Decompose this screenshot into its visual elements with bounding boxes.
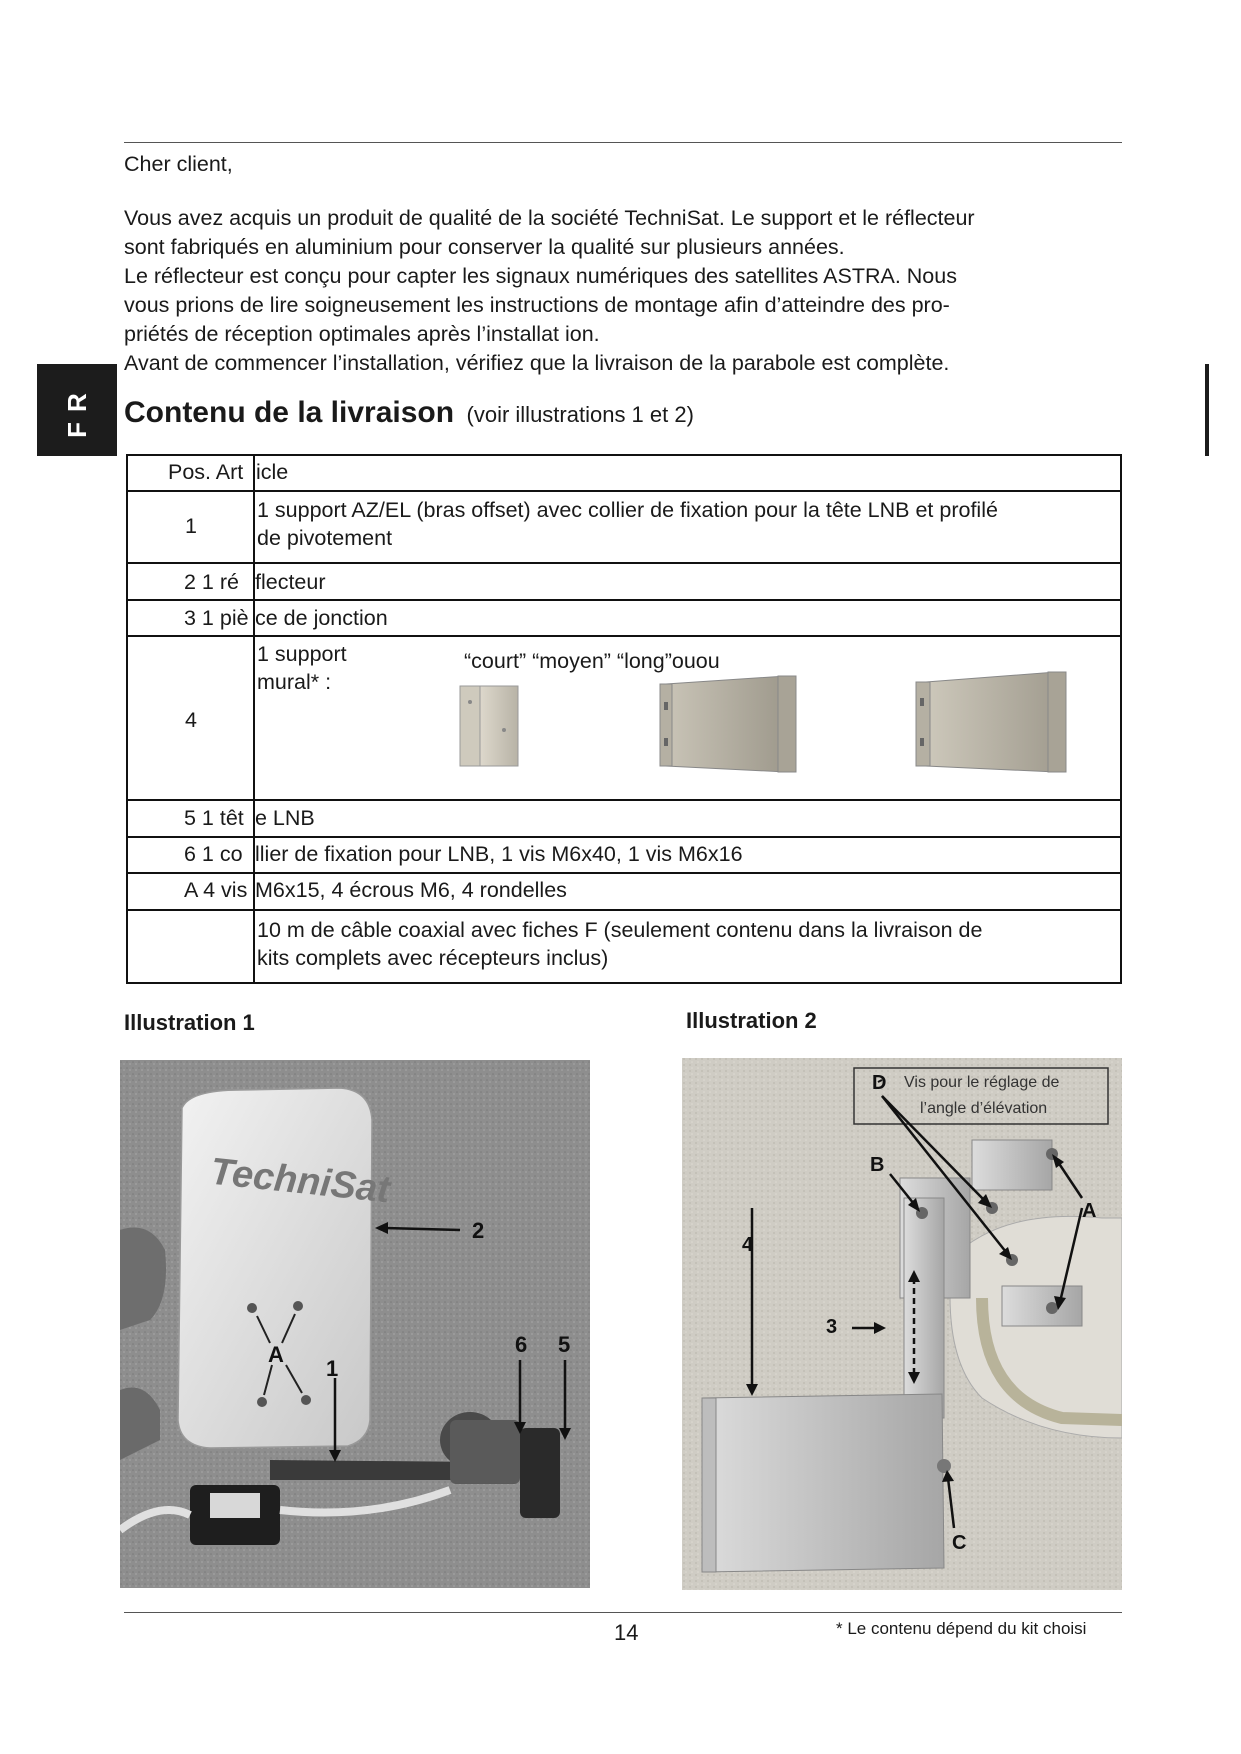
intro-line: priétés de réception optimales après l’installat ion.: [124, 322, 600, 346]
intro-line: vous prions de lire soigneusement les instructions de montage afin d’atteindre des pro-: [124, 293, 950, 317]
illustration1-photo: [120, 1060, 590, 1588]
section-subtitle: (voir illustrations 1 et 2): [466, 402, 694, 427]
row-article-line: 1 support AZ/EL (bras offset) avec collier de fixation pour la tête LNB et profilé: [257, 498, 998, 522]
intro-line: Vous avez acquis un produit de qualité de la société TechniSat. Le support et le réflecteur: [124, 206, 975, 230]
row-divider: [126, 599, 1122, 601]
medium-bracket-image: [656, 674, 806, 779]
illustration1-drawing: [120, 1060, 590, 1588]
section-heading: [124, 396, 694, 430]
label-6: 6: [515, 1332, 528, 1357]
row-article-line: de pivotement: [257, 526, 393, 550]
header-article: icle: [256, 460, 289, 484]
label-A: A: [268, 1342, 284, 1367]
row-pos: A 4 vis: [184, 878, 248, 902]
label-C: C: [952, 1532, 967, 1554]
illustration2-drawing: [682, 1058, 1122, 1590]
row-divider: [126, 562, 1122, 564]
row-article: M6x15, 4 écrous M6, 4 rondelles: [255, 878, 567, 902]
intro-line: Le réflecteur est conçu pour capter les signaux numériques des satellites ASTRA. Nous: [124, 264, 957, 288]
wall-mount-options: “court” “moyen” “long”ouou: [464, 649, 720, 673]
contents-table: [126, 454, 1122, 984]
short-bracket-image: [456, 682, 526, 772]
row-article: e LNB: [255, 806, 315, 830]
row-divider: [126, 490, 1122, 492]
brand-logo: TechniSat: [208, 1150, 392, 1212]
row-divider: [126, 909, 1122, 911]
label-5: 5: [558, 1332, 571, 1357]
label-2: 2: [472, 1218, 485, 1243]
legend-line-1: Vis pour le réglage de: [904, 1074, 1060, 1091]
row-article: flecteur: [255, 570, 326, 594]
row-divider: [126, 872, 1122, 874]
bottom-rule: [124, 1612, 1122, 1613]
greeting: Cher client,: [124, 152, 233, 176]
row-pos: 5 1 têt: [184, 806, 244, 830]
row-article: llier de fixation pour LNB, 1 vis M6x40, 1 vis M6x16: [255, 842, 743, 866]
column-divider: [253, 454, 255, 984]
intro-line: sont fabriqués en aluminium pour conserver la qualité sur plusieurs années.: [124, 235, 845, 259]
row-article: ce de jonction: [255, 606, 388, 630]
language-tab: [37, 364, 117, 456]
illustration2-photo: [682, 1058, 1122, 1590]
legend-line-2: l’angle d’élévation: [920, 1100, 1048, 1117]
row-pos: 1: [185, 514, 197, 538]
language-tab-label: FR: [61, 382, 92, 438]
row-article-line: mural* :: [257, 670, 332, 694]
row-pos: 4: [185, 708, 197, 732]
row-pos: 2 1 ré: [184, 570, 239, 594]
row-divider: [126, 635, 1122, 637]
label-1: 1: [326, 1356, 339, 1381]
label-B: B: [870, 1154, 885, 1176]
right-margin-bar: [1205, 364, 1209, 456]
row-article-line: kits complets avec récepteurs inclus): [257, 946, 609, 970]
legend-letter-D: D: [872, 1072, 887, 1094]
row-pos: 6 1 co: [184, 842, 243, 866]
intro-line: Avant de commencer l’installation, vérifiez que la livraison de la parabole est complète.: [124, 351, 950, 375]
row-pos: 3 1 piè: [184, 606, 249, 630]
label-3: 3: [826, 1316, 838, 1338]
row-divider: [126, 836, 1122, 838]
page-number: 14: [614, 1620, 639, 1645]
row-article-line: 1 support: [257, 642, 347, 666]
header-pos: Pos. Art: [168, 460, 244, 484]
row-divider: [126, 799, 1122, 801]
top-rule: [124, 142, 1122, 143]
row-article-line: 10 m de câble coaxial avec fiches F (seulement contenu dans la livraison de: [257, 918, 983, 942]
footnote: * Le contenu dépend du kit choisi: [836, 1619, 1087, 1638]
illustration1-title: Illustration 1: [124, 1010, 255, 1035]
section-title: Contenu de la livraison: [124, 396, 455, 429]
long-bracket-image: [906, 668, 1071, 780]
label-A: A: [1082, 1200, 1097, 1222]
label-4: 4: [742, 1234, 754, 1256]
illustration2-title: Illustration 2: [686, 1008, 817, 1033]
